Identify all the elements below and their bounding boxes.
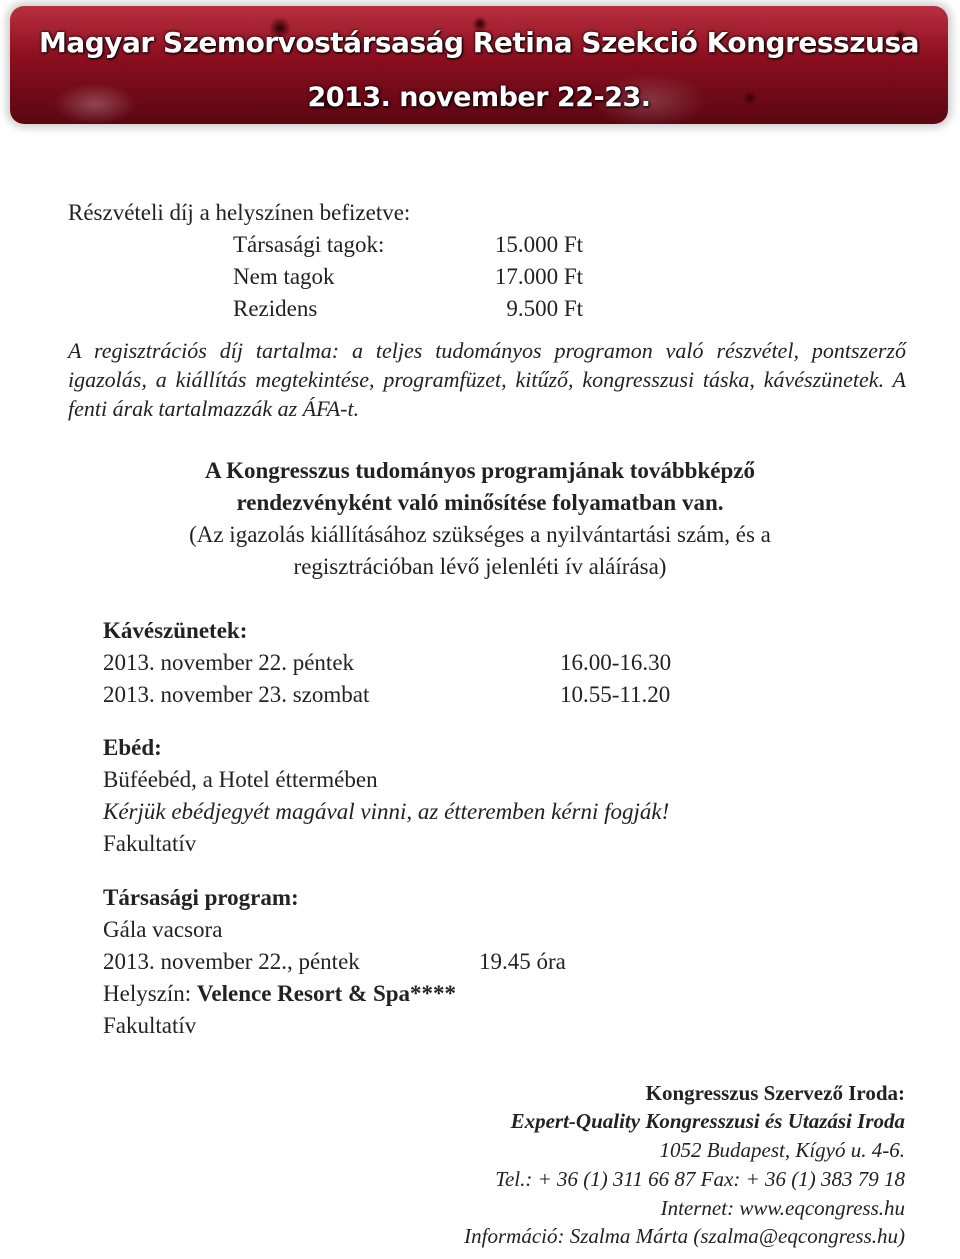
coffee-day-1: 2013. november 22. péntek — [103, 650, 355, 675]
coffee-time-2: 10.55-11.20 — [560, 682, 671, 707]
social-venue-row — [103, 982, 456, 1005]
venue-label: Helyszín: — [103, 981, 192, 1006]
accreditation-line-4: regisztrációban lévő jelenléti ív aláírása) — [293, 554, 667, 579]
fee-label-members: Társasági tagok: — [233, 232, 385, 257]
organizer-phone: Tel.: + 36 (1) 311 66 87 Fax: + 36 (1) 383 79 18 — [495, 1167, 905, 1191]
coffee-time-1: 16.00-16.30 — [560, 650, 672, 675]
organizer-name: Expert-Quality Kongresszusi és Utazási Iroda — [510, 1109, 905, 1133]
organizer-heading: Kongresszus Szervező Iroda: — [645, 1081, 905, 1105]
social-event: Gála vacsora — [103, 917, 223, 942]
accreditation-line-2: rendezvényként való minősítése folyamatban van. — [236, 490, 724, 515]
fee-amount-members: 15.000 Ft — [494, 232, 583, 257]
fees-heading: Részvételi díj a helyszínen befizetve: — [68, 200, 411, 225]
social-date: 2013. november 22., péntek — [103, 949, 360, 974]
lunch-line-2: Kérjük ebédjegyét magával vinni, az étteremben kérni fogják! — [103, 799, 670, 824]
organizer-address: 1052 Budapest, Kígyó u. 4-6. — [659, 1138, 905, 1162]
fee-amount-nonmembers: 17.000 Ft — [494, 264, 583, 289]
accreditation-line-3: (Az igazolás kiállításához szükséges a nyilvántartási szám, és a — [189, 522, 771, 547]
fee-amount-residents: 9.500 Ft — [506, 296, 583, 321]
header-banner — [10, 6, 948, 124]
coffee-day-2: 2013. november 23. szombat — [103, 682, 370, 707]
fee-label-residents: Rezidens — [233, 296, 318, 321]
social-time: 19.45 óra — [479, 949, 566, 974]
coffee-heading: Kávészünetek: — [103, 618, 248, 643]
lunch-optional: Fakultatív — [103, 831, 197, 856]
venue-name: Velence Resort & Spa**** — [196, 981, 457, 1006]
organizer-contact[interactable]: Információ: Szalma Márta (szalma@eqcongress.hu) — [464, 1224, 905, 1248]
social-heading: Társasági program: — [103, 885, 299, 910]
lunch-heading: Ebéd: — [103, 735, 162, 760]
lunch-line-1: Büféebéd, a Hotel éttermében — [103, 767, 378, 792]
fee-note: A regisztrációs díj tartalma: a teljes tudományos programon való részvétel, pontszerző igazolás, a kiállítás megtekintése, programfüzet, kitűző, kongresszusi táska, kávészünetek. A fenti árak tartalmazzák az ÁFA-t. — [68, 338, 906, 421]
organizer-website[interactable]: Internet: www.eqcongress.hu — [660, 1196, 905, 1220]
social-optional: Fakultatív — [103, 1013, 197, 1038]
congress-date: 2013. november 22-23. — [307, 82, 651, 113]
congress-title: Magyar Szemorvostársaság Retina Szekció Kongresszusa — [38, 26, 920, 59]
fee-label-nonmembers: Nem tagok — [233, 264, 335, 289]
accreditation-line-1: A Kongresszus tudományos programjának továbbképző — [205, 458, 755, 483]
